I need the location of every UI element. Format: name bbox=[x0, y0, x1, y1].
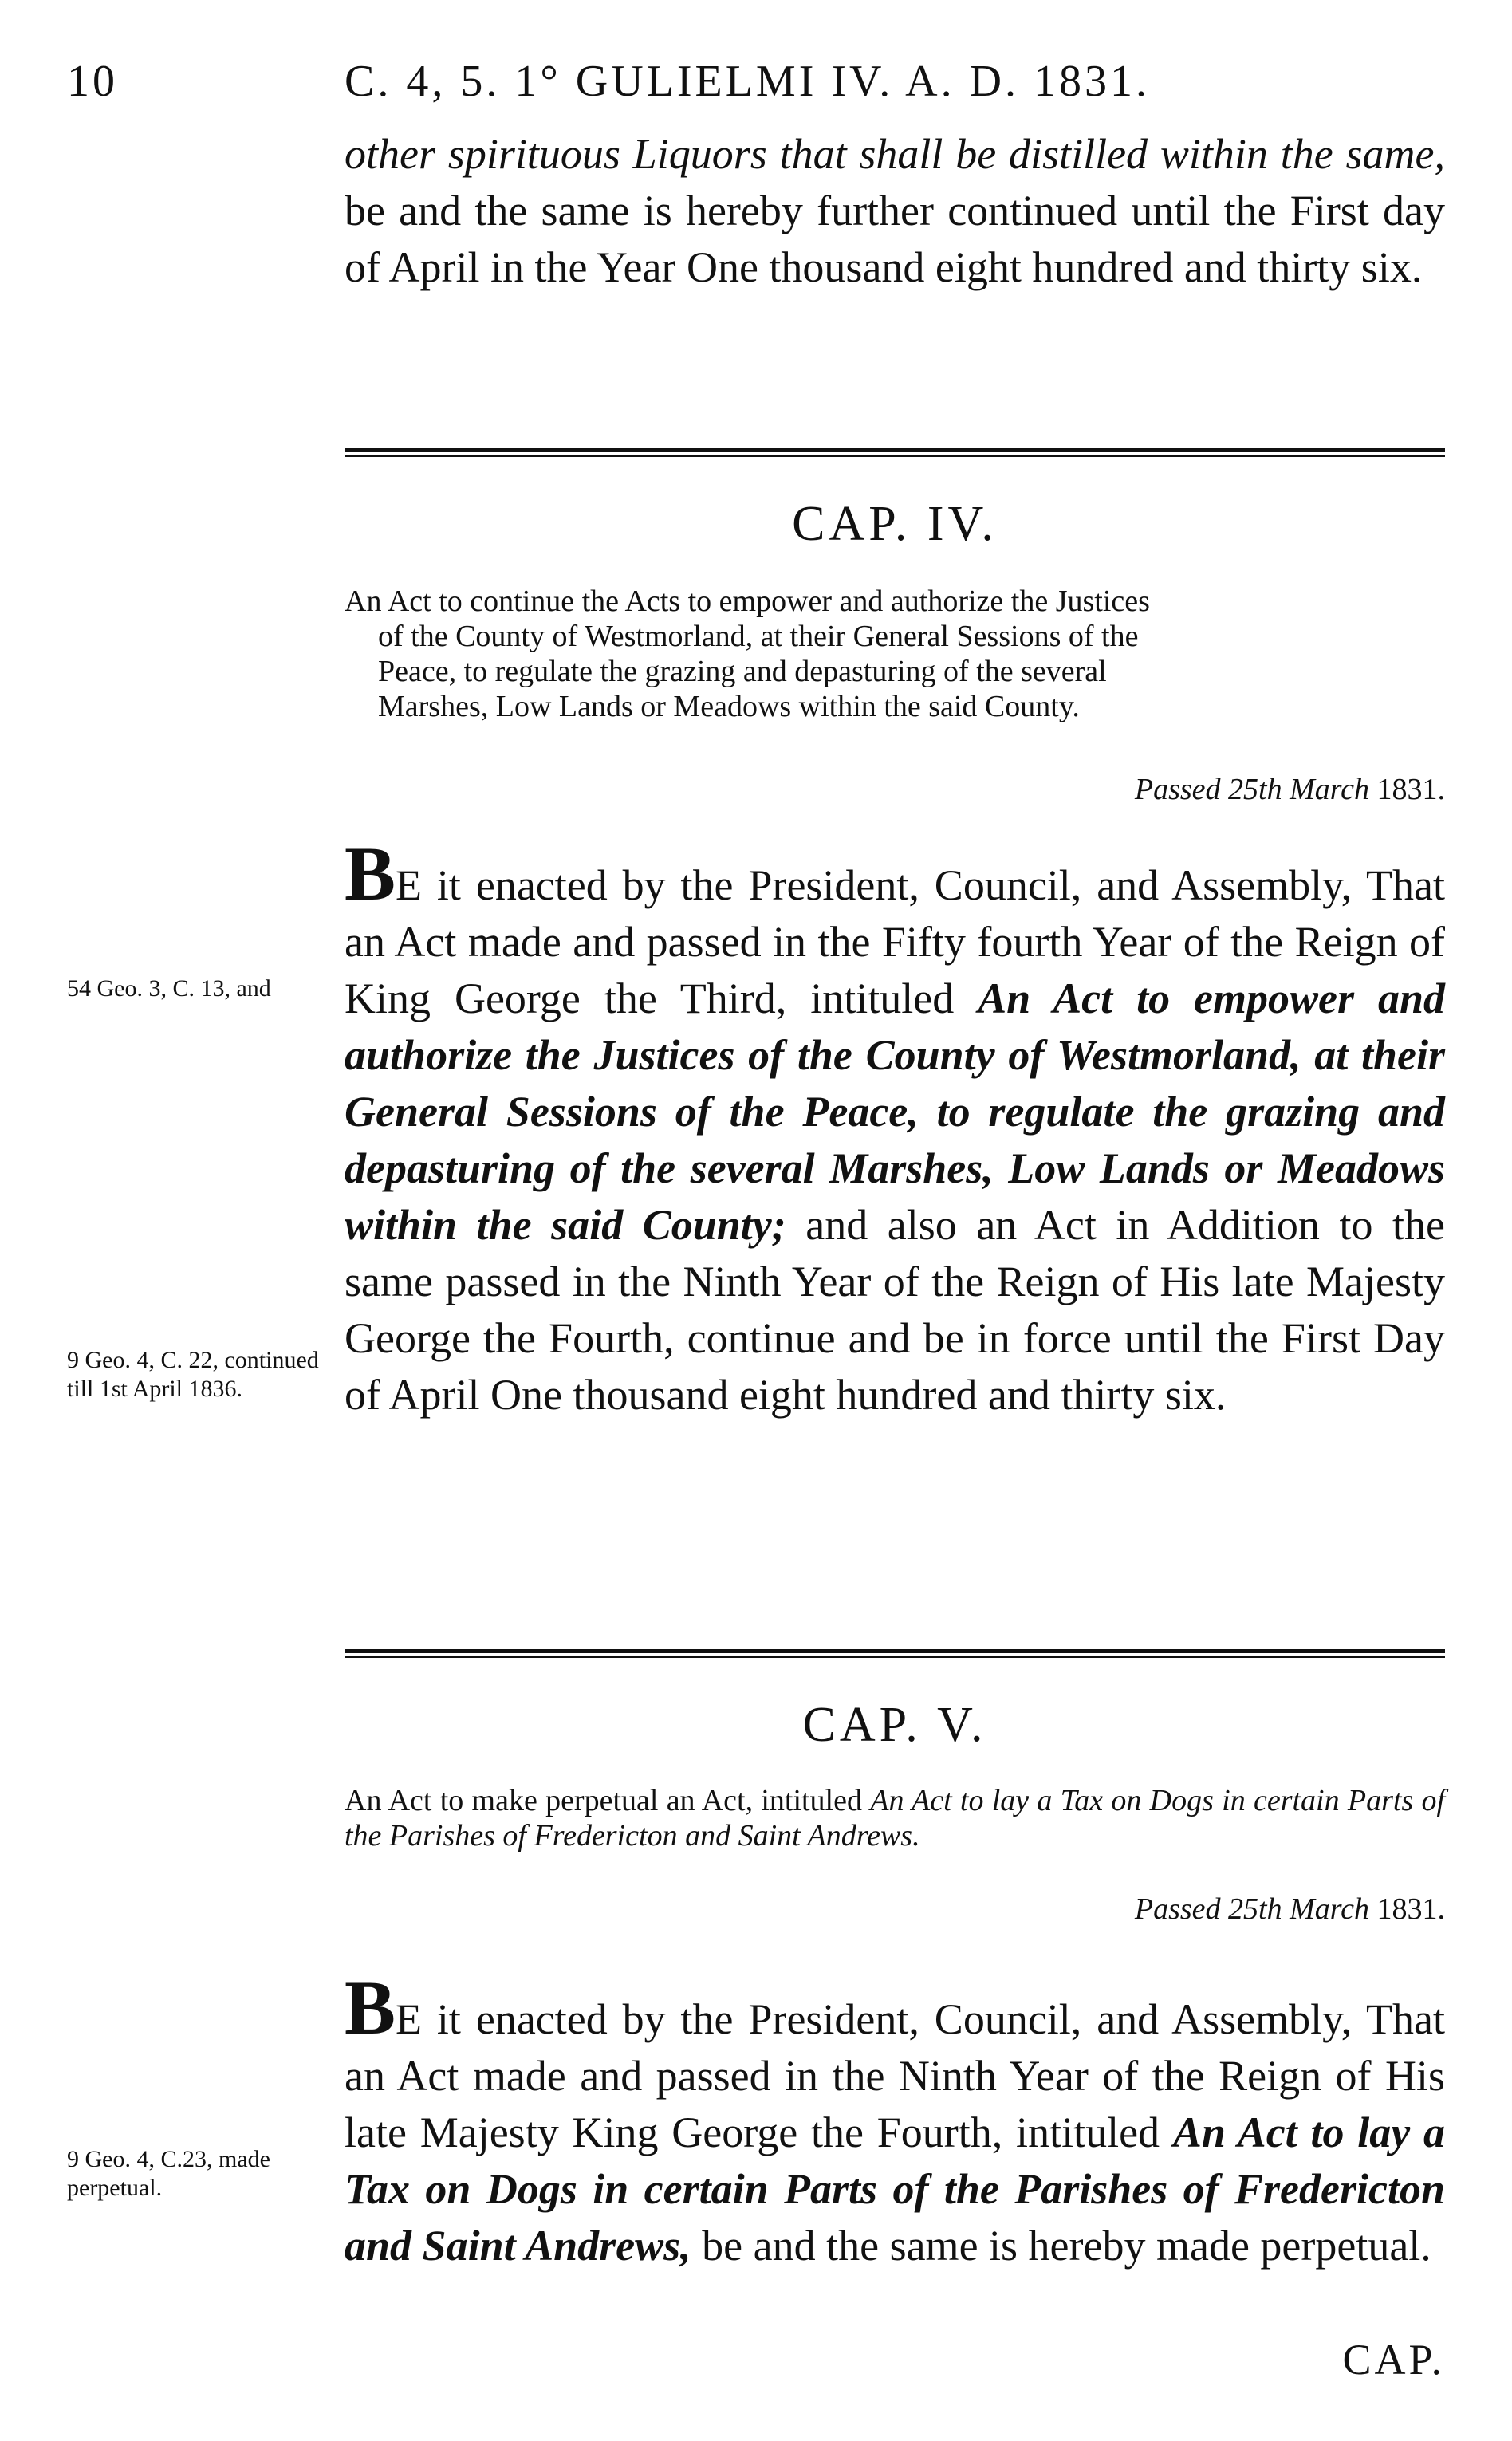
summary-line: An Act to continue the Acts to empower and authorize the Justices bbox=[345, 585, 1150, 618]
continuation-italic: other spirituous Liquors that shall be distilled within the same, bbox=[345, 130, 1445, 178]
continuation-paragraph bbox=[345, 126, 1445, 296]
drop-cap: B bbox=[345, 1965, 396, 2050]
cap-4-margin-note-1: 54 Geo. 3, C. 13, and bbox=[67, 975, 271, 1002]
enactment-text: E it enacted by the President, Council, and Assembly, That an Act made and passed in the Fifty fourth Year of the Reign of King George the Third, intituled bbox=[345, 861, 1445, 1022]
cap-4-margin-note-2: 9 Geo. 4, C. 22, continued till 1st April 1836. bbox=[67, 1347, 319, 1402]
cap-4-summary bbox=[345, 584, 1445, 724]
summary-text: An Act to make perpetual an Act, intituled bbox=[345, 1784, 871, 1817]
enactment-text: E it enacted by the President, Council, and Assembly, That an Act made and passed in the Ninth Year of the Reign of His late Majesty King George the Fourth, intituled bbox=[345, 1995, 1445, 2156]
catchword: CAP. bbox=[1342, 2336, 1445, 2384]
section-rule bbox=[345, 448, 1445, 457]
cap-5-summary bbox=[345, 1783, 1445, 1853]
enactment-text-cont: be and the same is hereby made perpetual. bbox=[691, 2222, 1431, 2270]
passed-date-text: Passed 25th March bbox=[1134, 1892, 1369, 1926]
enactment-text-cont: and also an Act in Addition to the same passed in the Ninth Year of the Reign of His late Majesty George the Fourth, continue and be in force until the First Day of April One thousand eight hundred and thirty six. bbox=[345, 1201, 1445, 1419]
summary-line: of the County of Westmorland, at their General Sessions of the bbox=[378, 620, 1139, 653]
drop-cap: B bbox=[345, 831, 396, 916]
running-head: C. 4, 5. 1° GULIELMI IV. A. D. 1831. bbox=[345, 57, 1151, 106]
summary-line: Marshes, Low Lands or Meadows within the said County. bbox=[378, 690, 1080, 723]
cap-5-margin-note: 9 Geo. 4, C.23, made perpetual. bbox=[67, 2146, 270, 2201]
page-number: 10 bbox=[67, 57, 118, 106]
passed-date-text: Passed 25th March bbox=[1134, 773, 1369, 806]
enactment-act-title: An Act to empower and authorize the Justices of the County of Westmorland, at their General Sessions of the Peace, to regulate the grazing and depasturing of the several Marshes, Low Lands or Meadows within the said County; bbox=[345, 974, 1446, 1249]
cap-4-passed-date bbox=[1135, 772, 1445, 807]
cap-4-enactment bbox=[345, 831, 1446, 1423]
passed-year: 1831. bbox=[1376, 1892, 1445, 1926]
summary-line: Peace, to regulate the grazing and depasturing of the several bbox=[378, 655, 1107, 688]
enactment-act-title: An Act to lay a Tax on Dogs in certain Parts of the Parishes of Fredericton and Saint Andrews, bbox=[345, 2108, 1445, 2270]
cap-4-heading: CAP. IV. bbox=[792, 497, 998, 551]
section-rule bbox=[345, 1649, 1445, 1658]
cap-5-heading: CAP. V. bbox=[802, 1698, 987, 1752]
continuation-roman: be and the same is hereby further continued until the First day of April in the Year One thousand eight hundred and thirty six. bbox=[345, 187, 1445, 291]
summary-act-title: An Act to lay a Tax on Dogs in certain Parts of the Parishes of Fredericton and Saint Andrews. bbox=[345, 1784, 1446, 1852]
passed-year: 1831. bbox=[1376, 773, 1445, 806]
cap-5-enactment bbox=[345, 1965, 1445, 2274]
cap-5-passed-date bbox=[1135, 1892, 1445, 1927]
